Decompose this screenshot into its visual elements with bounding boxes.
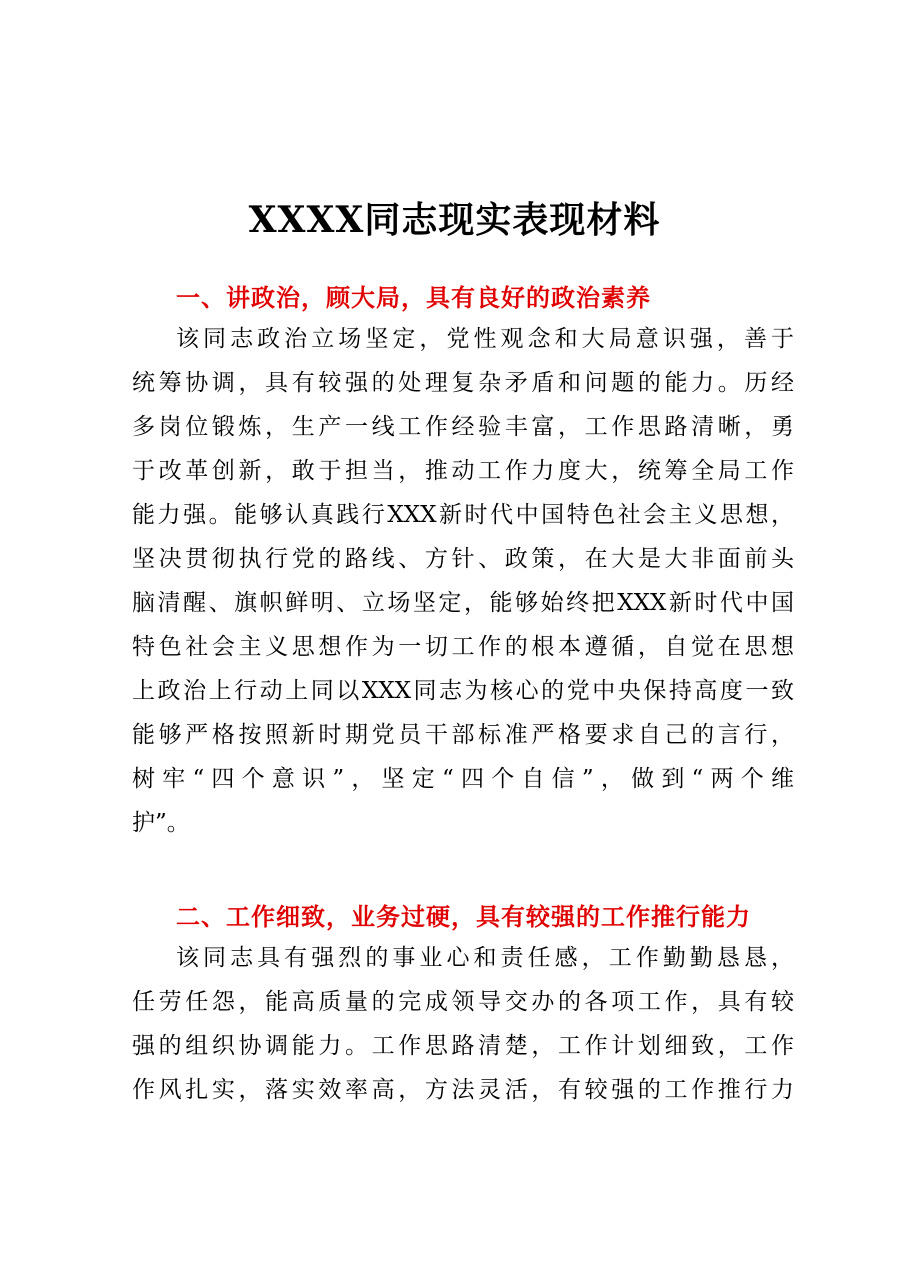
paragraph-line: 作风扎实，落实效率高，方法灵活，有较强的工作推行力	[132, 1077, 794, 1103]
paragraph-line: 树牢“四个意识”，坚定“四个自信”，做到“两个维	[132, 766, 794, 792]
paragraph-line: 能力强。能够认真践行XXX新时代中国特色社会主义思想，	[132, 502, 794, 528]
paragraph-line: 能够严格按照新时期党员干部标准严格要求自己的言行，	[132, 722, 794, 748]
paragraph-line: 护”。	[132, 810, 190, 836]
section-2-heading: 二、工作细致，业务过硬，具有较强的工作推行能力	[176, 903, 751, 931]
paragraph-line: 任劳任怨，能高质量的完成领导交办的各项工作，具有较	[132, 989, 794, 1015]
paragraph-line: 统筹协调，具有较强的处理复杂矛盾和问题的能力。历经	[132, 370, 794, 396]
paragraph-line: 脑清醒、旗帜鲜明、立场坚定，能够始终把XXX新时代中国	[132, 590, 794, 616]
paragraph-line: 坚决贯彻执行党的路线、方针、政策，在大是大非面前头	[132, 546, 794, 572]
paragraph-line: 该同志具有强烈的事业心和责任感，工作勤勤恳恳，	[176, 945, 794, 971]
paragraph-line: 于改革创新，敢于担当，推动工作力度大，统筹全局工作	[132, 458, 794, 484]
paragraph-line: 该同志政治立场坚定，党性观念和大局意识强，善于	[176, 326, 794, 352]
paragraph-line: 多岗位锻炼，生产一线工作经验丰富，工作思路清晰，勇	[132, 414, 794, 440]
paragraph-line: 上政治上行动上同以XXX同志为核心的党中央保持高度一致	[132, 678, 794, 704]
paragraph-line: 强的组织协调能力。工作思路清楚，工作计划细致，工作	[132, 1033, 794, 1059]
paragraph-line: 特色社会主义思想作为一切工作的根本遵循，自觉在思想	[132, 634, 794, 660]
section-1-heading: 一、讲政治，顾大局，具有良好的政治素养	[176, 284, 651, 312]
document-title: XXXX同志现实表现材料	[248, 199, 661, 241]
